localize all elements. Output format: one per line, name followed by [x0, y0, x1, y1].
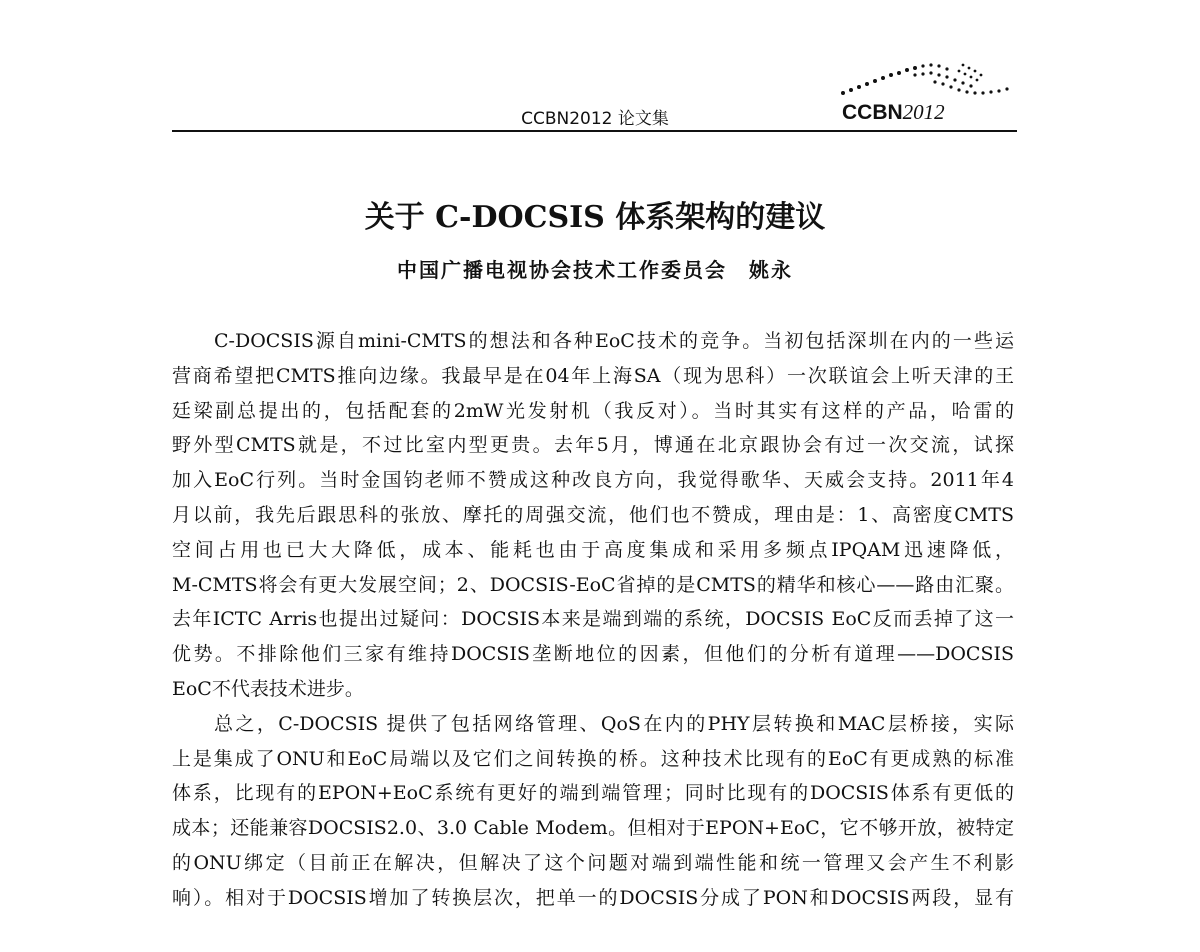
article-byline: 中国广播电视协会技术工作委员会 姚永 — [397, 258, 793, 282]
body-text-line: 加入EoC行列。当时金国钧老师不赞成这种改良方向，我觉得歌华、天威会支持。2011年4 — [172, 469, 1014, 492]
body-text-line: 优势。不排除他们三家有维持DOCSIS垄断地位的因素，但他们的分析有道理——DOCSIS — [172, 643, 1014, 666]
body-text-line: EoC不代表技术进步。 — [172, 678, 364, 700]
body-text-line: 去年ICTC Arris也提出过疑问：DOCSIS本来是端到端的系统，DOCSIS EoC反而丢掉了这一 — [172, 608, 1014, 631]
body-text-line: C-DOCSIS源自mini-CMTS的想法和各种EoC技术的竞争。当初包括深圳在内的一些运 — [214, 330, 1014, 352]
article-title: 关于 C-DOCSIS 体系架构的建议 — [364, 200, 826, 235]
running-header: CCBN2012 论文集 — [521, 109, 669, 129]
body-text-line: 月以前，我先后跟思科的张放、摩托的周强交流，他们也不赞成，理由是：1、高密度CMTS — [172, 504, 1014, 526]
ccbn-logo: CCBN2012 — [842, 100, 945, 124]
body-text-line: 空间占用也已大大降低，成本、能耗也由于高度集成和采用多频点IPQAM迅速降低， — [172, 538, 1014, 561]
body-text-line: 成本；还能兼容DOCSIS2.0、3.0 Cable Modem。但相对于EPON+EoC，它不够开放，被特定 — [172, 817, 1014, 840]
body-text-line: 的ONU绑定（目前正在解决，但解决了这个问题对端到端性能和统一管理又会产生不利影 — [172, 852, 1014, 874]
header-rule — [172, 130, 1017, 132]
body-text-line: M-CMTS将会有更大发展空间；2、DOCSIS-EoC省掉的是CMTS的精华和核心——路由汇聚。 — [172, 573, 1014, 596]
body-text-line: 野外型CMTS就是，不过比室内型更贵。去年5月，博通在北京跟协会有过一次交流，试探 — [172, 434, 1014, 457]
body-text-line: 体系，比现有的EPON+EoC系统有更好的端到端管理；同时比现有的DOCSIS体系有更低的 — [172, 782, 1014, 805]
body-text-line: 响）。相对于DOCSIS增加了转换层次，把单一的DOCSIS分成了PON和DOCSIS两段，显有 — [172, 886, 1014, 909]
body-text-line: 总之，C-DOCSIS 提供了包括网络管理、QoS在内的PHY层转换和MAC层桥接，实际 — [214, 712, 1014, 735]
body-text-line: 上是集成了ONU和EoC局端以及它们之间转换的桥。这种技术比现有的EoC有更成熟的标准 — [172, 747, 1014, 770]
body-text-line: 廷梁副总提出的，包括配套的2mW光发射机（我反对）。当时其实有这样的产品，哈雷的 — [172, 399, 1014, 422]
body-text-line: 营商希望把CMTS推向边缘。我最早是在04年上海SA（现为思科）一次联谊会上听天津的王 — [172, 364, 1014, 387]
